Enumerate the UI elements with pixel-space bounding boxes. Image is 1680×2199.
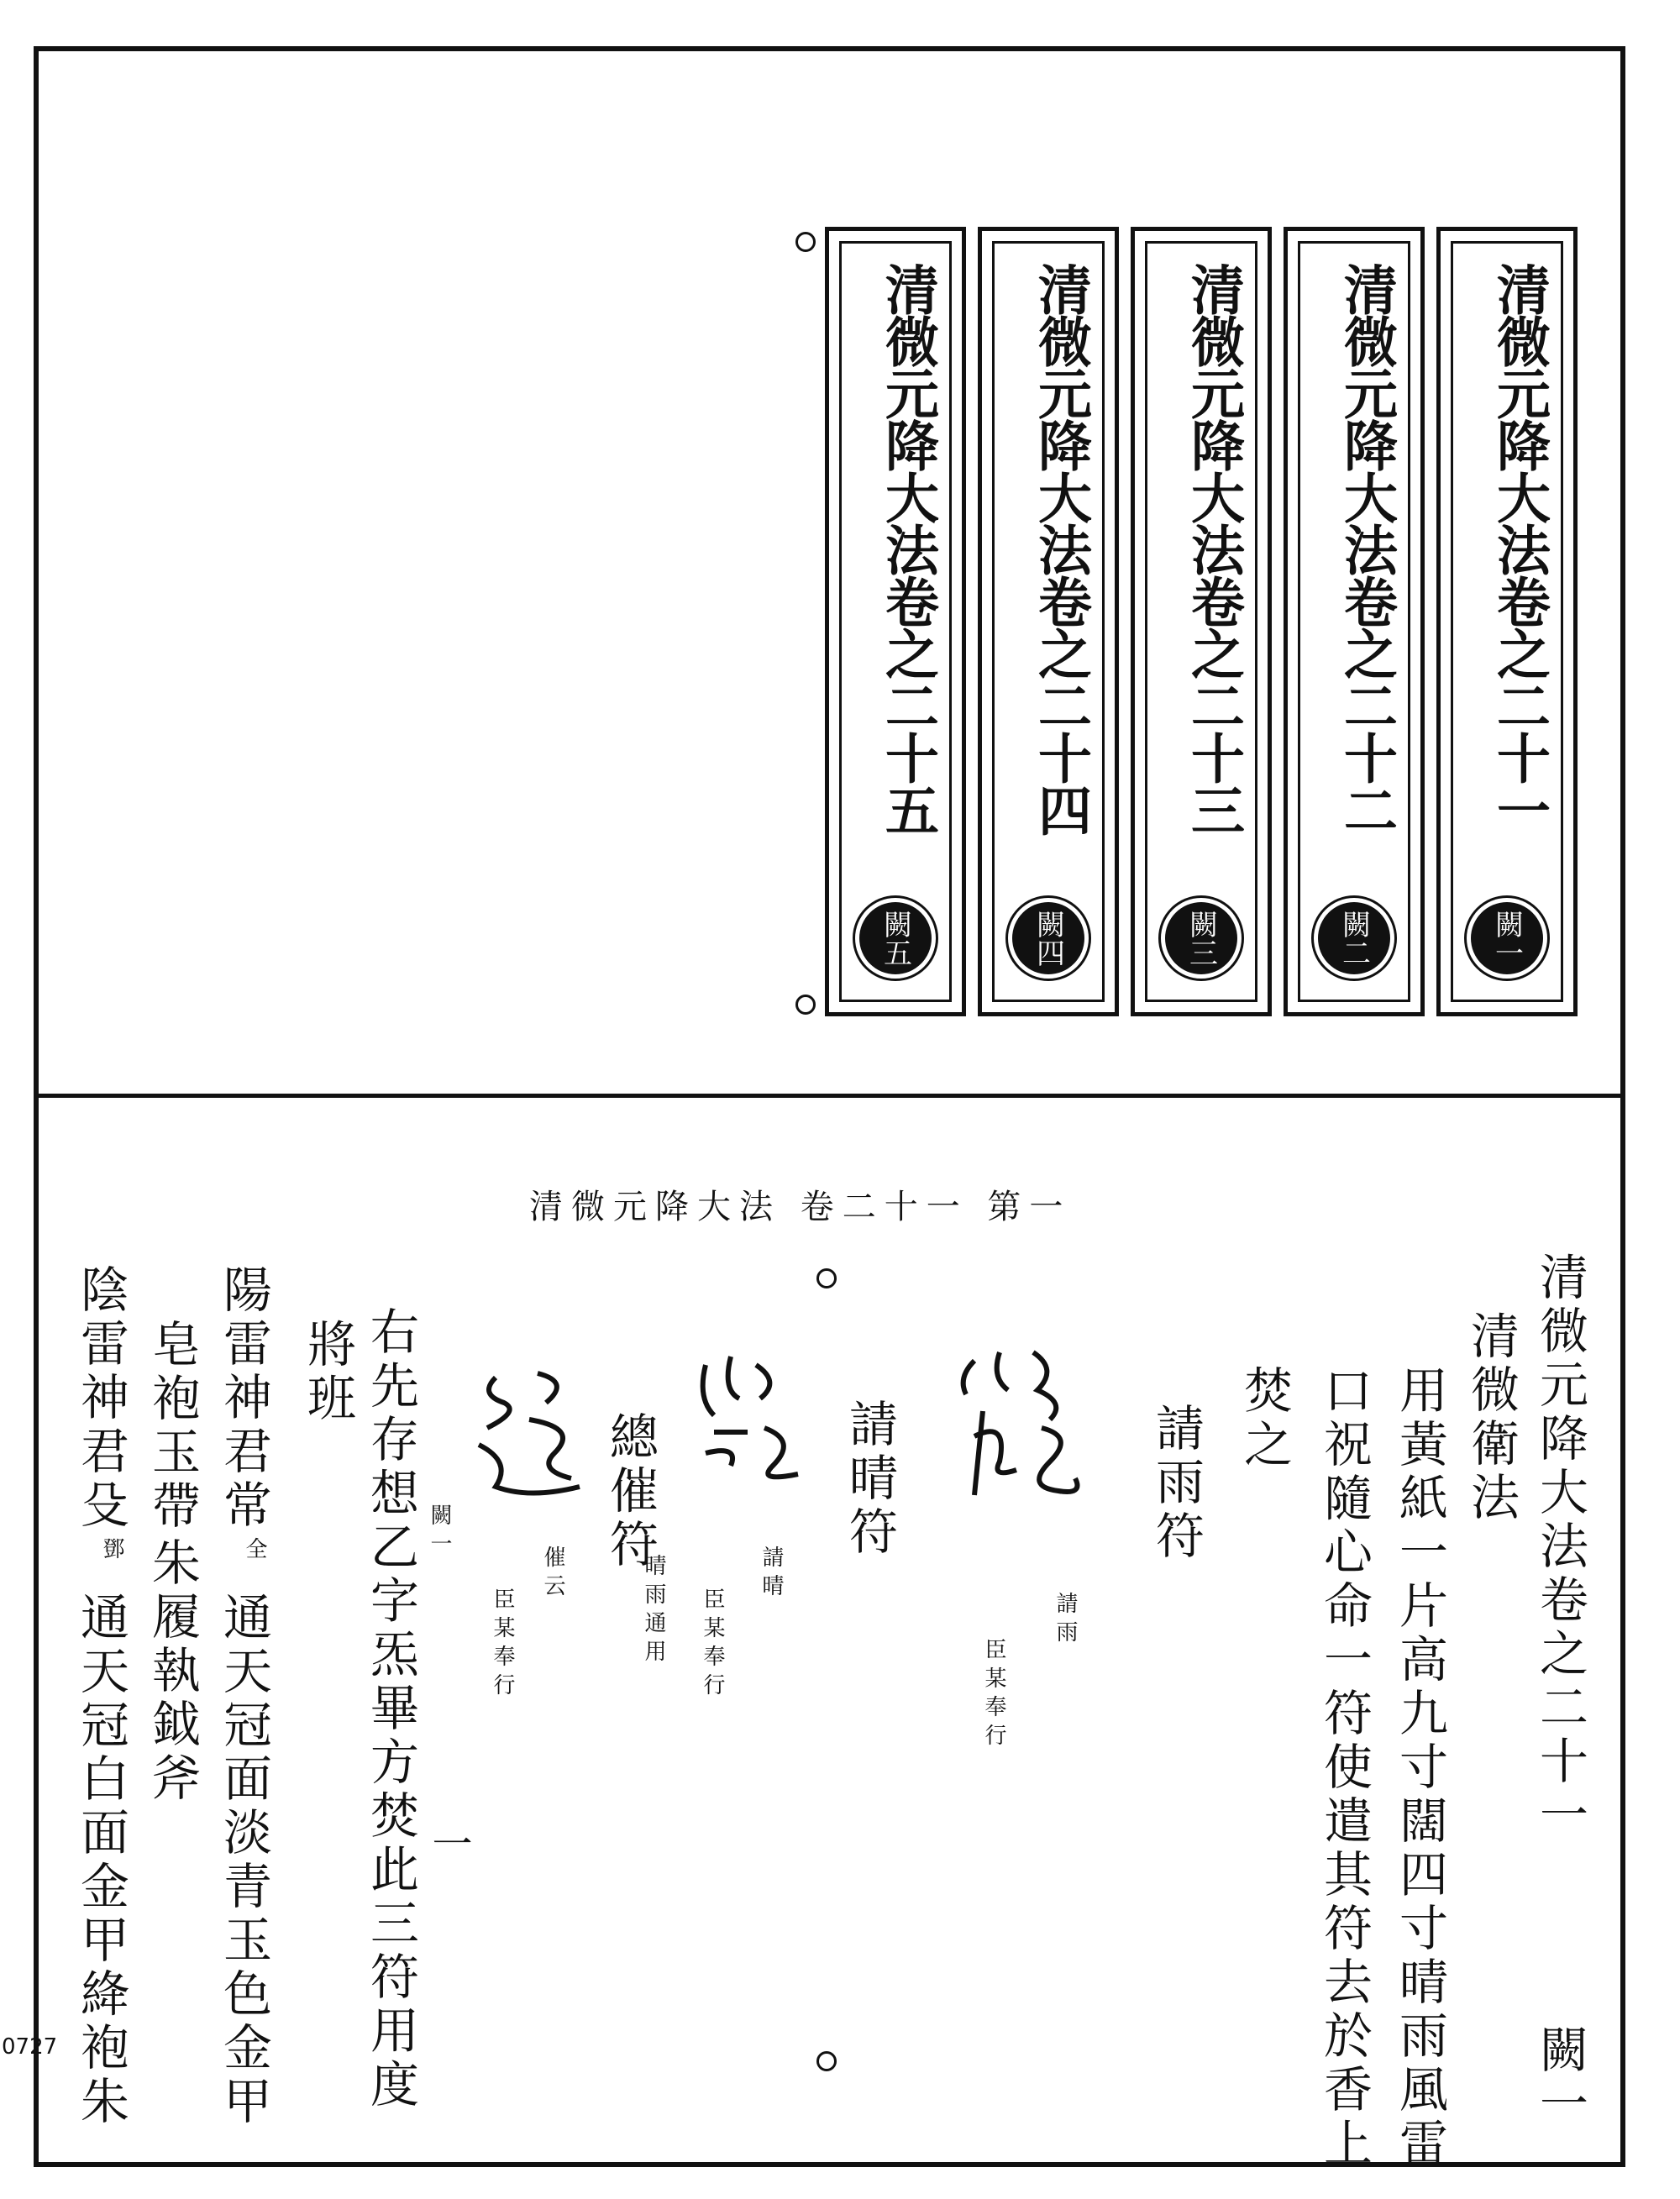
sunny-talisman-sign: 臣某奉行: [700, 1588, 725, 1702]
volume-title: 清微元降大法卷之二十三: [1182, 262, 1245, 835]
section-subtitle: 清微衛法: [1462, 1310, 1520, 1525]
volume-cover-border: [1451, 241, 1563, 1002]
yang-deity-shoes: 朱履執鉞斧: [144, 1537, 201, 1806]
volume-title: 清微元降大法卷之二十二: [1335, 262, 1398, 835]
volume-cover-25: [825, 227, 966, 1016]
volume-cover-21: [1436, 227, 1578, 1016]
volume-seal: 闕一: [1471, 902, 1543, 974]
instruction-mark: 一: [425, 1823, 472, 1868]
volume-seal: 闕五: [859, 902, 932, 974]
binding-hole-icon: [816, 1268, 837, 1288]
volume-cover-24: [978, 227, 1119, 1016]
jiang-ban-heading: 將班: [299, 1319, 356, 1426]
page-number: 0727: [2, 2034, 58, 2060]
body-line: 焚之: [1236, 1365, 1293, 1472]
volume-cover-border: [1145, 241, 1257, 1002]
cui-talisman-label: 催云: [540, 1546, 565, 1603]
body-line: 口祝隨心命一符使遣其符去於香上: [1315, 1365, 1373, 2171]
page-header: 清微元降大法 卷二十一 第一: [529, 1188, 1072, 1226]
rain-talisman-label: 請雨: [1053, 1592, 1078, 1649]
chapter-title: 清微元降大法卷之二十一: [1531, 1252, 1588, 1843]
cui-talisman-figure: [470, 1361, 596, 1512]
sunny-talisman-label: 請晴: [759, 1546, 784, 1603]
volume-title: 清微元降大法卷之二十五: [876, 262, 939, 835]
yin-deity-desc: 通天冠白面金甲絳袍朱: [72, 1592, 129, 2129]
rain-talisman-sign: 臣某奉行: [981, 1638, 1006, 1752]
sunny-talisman-figure: [689, 1348, 815, 1491]
volume-cover-border: [992, 241, 1105, 1002]
rain-talisman-title: 請雨符: [1147, 1403, 1205, 1564]
instruction-line: 右先存想乙字炁畢方焚此三符用度: [362, 1306, 419, 2112]
cui-que-mark: 闕一: [427, 1504, 452, 1561]
binding-hole-icon: [795, 232, 816, 252]
cui-talisman-note: 晴雨通用: [641, 1554, 666, 1668]
sunny-talisman-title: 請晴符: [841, 1399, 898, 1560]
body-line: 用黃紙一片高九寸闊四寸晴雨風雷: [1391, 1365, 1448, 2171]
volume-title: 清微元降大法卷之二十四: [1029, 262, 1092, 835]
volume-seal: 闕二: [1318, 902, 1390, 974]
volume-cover-22: [1284, 227, 1425, 1016]
section-divider: [34, 1094, 1625, 1098]
yang-deity-desc: 通天冠面淡青玉色金甲: [215, 1592, 272, 2129]
volume-cover-border: [839, 241, 952, 1002]
yin-deity-name: 陰雷神君殳: [72, 1264, 129, 1533]
volume-seal: 闕三: [1165, 902, 1237, 974]
binding-hole-icon: [816, 2051, 837, 2071]
rain-talisman-figure: [949, 1344, 1092, 1537]
yin-deity-surname: 鄧: [99, 1537, 124, 1566]
volume-seal: 闕四: [1012, 902, 1084, 974]
que-mark: 闕一: [1531, 2024, 1588, 2132]
yang-deity-name: 陽雷神君常: [215, 1264, 272, 1533]
binding-hole-icon: [795, 995, 816, 1015]
volume-title: 清微元降大法卷之二十一: [1488, 262, 1551, 835]
volume-cover-border: [1298, 241, 1410, 1002]
volume-cover-23: [1131, 227, 1272, 1016]
cui-talisman-title: 總催符: [601, 1411, 659, 1572]
cui-talisman-sign: 臣某奉行: [490, 1588, 515, 1702]
yang-deity-surname: 全: [242, 1537, 267, 1566]
yang-deity-robe: 皂袍玉帶: [144, 1319, 201, 1534]
